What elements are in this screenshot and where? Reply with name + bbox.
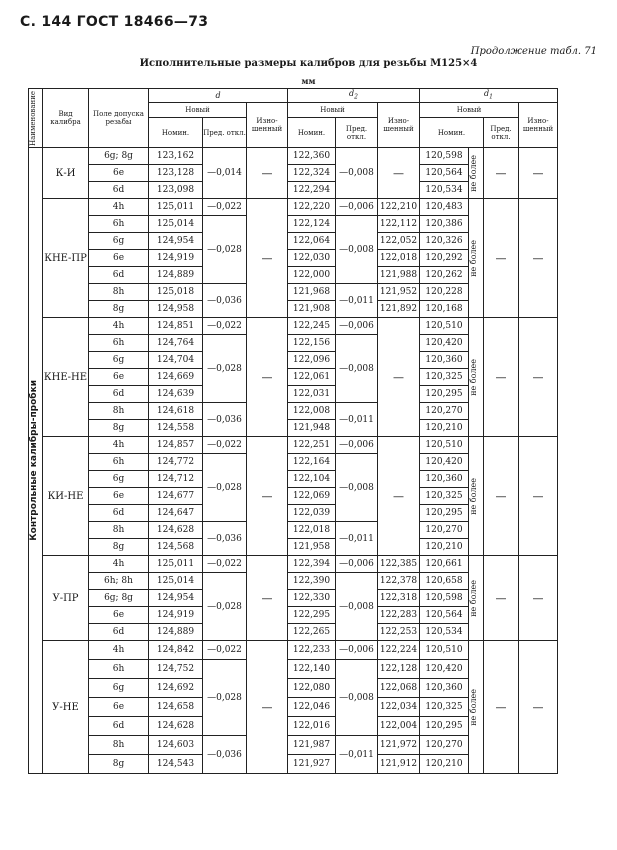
tol-cell: 6h: [89, 660, 149, 679]
header-d: d: [149, 89, 288, 103]
d-nom-cell: 124,889: [149, 624, 203, 641]
d2-dev-cell: —0,006: [336, 318, 378, 335]
d2-worn-cell: 122,385: [378, 556, 420, 573]
d2-worn-cell: 122,128: [378, 660, 420, 679]
d2-dev-cell: —0,006: [336, 641, 378, 660]
d-dev-cell: —0,022: [203, 641, 247, 660]
d-dev-cell: —0,036: [203, 403, 247, 437]
d2-dev-cell: —0,011: [336, 522, 378, 556]
d1-nom-cell: 120,534: [420, 624, 469, 641]
d1-nom-cell: 120,295: [420, 505, 469, 522]
tol-cell: 8g: [89, 755, 149, 774]
d1-nom-cell: 120,598: [420, 148, 469, 165]
d2-nom-cell: 121,908: [288, 301, 336, 318]
d-nom-cell: 124,889: [149, 267, 203, 284]
d2-worn-cell: 122,378: [378, 573, 420, 590]
header-d-dev: Пред. откл.: [203, 118, 247, 148]
d1-nom-cell: 120,295: [420, 386, 469, 403]
d-dev-cell: —0,028: [203, 454, 247, 522]
d1-nom-cell: 120,270: [420, 736, 469, 755]
ne-bolee-cell: не более: [469, 437, 484, 556]
kind-cell: КНЕ-ПР: [43, 199, 89, 318]
header-d1-nom: Номин.: [420, 118, 484, 148]
ne-bolee-cell: не более: [469, 318, 484, 437]
d2-nom-cell: 122,251: [288, 437, 336, 454]
d-nom-cell: 124,954: [149, 233, 203, 250]
d2-worn-cell: 122,224: [378, 641, 420, 660]
d1-nom-cell: 120,295: [420, 717, 469, 736]
kind-cell: У-ПР: [43, 556, 89, 641]
d2-worn-cell: 121,892: [378, 301, 420, 318]
d-nom-cell: 124,919: [149, 250, 203, 267]
d2-worn-cell: 121,972: [378, 736, 420, 755]
d1-nom-cell: 120,420: [420, 660, 469, 679]
header-d2-nom: Номин.: [288, 118, 336, 148]
d2-dev-cell: —0,008: [336, 573, 378, 641]
d2-nom-cell: 122,330: [288, 590, 336, 607]
d2-nom-cell: 121,968: [288, 284, 336, 301]
d-nom-cell: 125,011: [149, 556, 203, 573]
d1-nom-cell: 120,386: [420, 216, 469, 233]
d-nom-cell: 124,919: [149, 607, 203, 624]
tol-cell: 8h: [89, 403, 149, 420]
d1-nom-cell: 120,325: [420, 698, 469, 717]
d1-nom-cell: 120,534: [420, 182, 469, 199]
d-dev-cell: —0,036: [203, 736, 247, 774]
d1-nom-cell: 120,262: [420, 267, 469, 284]
d2-worn-cell: —: [378, 148, 420, 199]
header-d-worn: Изно-шенный: [247, 103, 288, 148]
d2-nom-cell: 122,324: [288, 165, 336, 182]
tol-cell: 6h: [89, 454, 149, 471]
header-d-nom: Номин.: [149, 118, 203, 148]
d-nom-cell: 125,011: [149, 199, 203, 216]
d-nom-cell: 124,772: [149, 454, 203, 471]
header-tolerance: Поле допуска резьбы: [89, 89, 149, 148]
d1-dev-cell: —: [484, 556, 519, 641]
d1-nom-cell: 120,210: [420, 420, 469, 437]
tol-cell: 6d: [89, 267, 149, 284]
d2-dev-cell: —0,008: [336, 660, 378, 736]
header-d2-worn: Изно-шенный: [378, 103, 420, 148]
d2-worn-cell: 122,004: [378, 717, 420, 736]
d2-nom-cell: 122,008: [288, 403, 336, 420]
d2-dev-cell: —0,006: [336, 556, 378, 573]
tol-cell: 4h: [89, 556, 149, 573]
kind-cell: К-И: [43, 148, 89, 199]
tol-cell: 8g: [89, 539, 149, 556]
d2-worn-cell: 121,912: [378, 755, 420, 774]
d2-dev-cell: —0,008: [336, 148, 378, 199]
d-nom-cell: 124,628: [149, 522, 203, 539]
d1-worn-cell: —: [519, 199, 558, 318]
tol-cell: 6e: [89, 698, 149, 717]
d2-dev-cell: —0,008: [336, 335, 378, 403]
header-name: Наименование: [29, 89, 43, 148]
d-dev-cell: —0,022: [203, 199, 247, 216]
d-worn-cell: —: [247, 437, 288, 556]
d2-worn-cell: 122,068: [378, 679, 420, 698]
tol-cell: 4h: [89, 641, 149, 660]
tol-cell: 6e: [89, 488, 149, 505]
d1-nom-cell: 120,661: [420, 556, 469, 573]
d1-nom-cell: 120,270: [420, 403, 469, 420]
d2-nom-cell: 121,927: [288, 755, 336, 774]
d2-nom-cell: 122,245: [288, 318, 336, 335]
ne-bolee-cell: не более: [469, 556, 484, 641]
d1-dev-cell: —: [484, 318, 519, 437]
d2-dev-cell: —0,006: [336, 437, 378, 454]
d2-nom-cell: 122,220: [288, 199, 336, 216]
tol-cell: 8h: [89, 522, 149, 539]
group-name-cell: Контрольные калибры-пробки: [29, 148, 43, 774]
d-nom-cell: 124,954: [149, 590, 203, 607]
d1-nom-cell: 120,210: [420, 755, 469, 774]
tol-cell: 8g: [89, 420, 149, 437]
d2-dev-cell: —0,011: [336, 284, 378, 318]
tol-cell: 6e: [89, 165, 149, 182]
tol-cell: 6g: [89, 352, 149, 369]
d2-nom-cell: 122,030: [288, 250, 336, 267]
kind-cell: КИ-НЕ: [43, 437, 89, 556]
d-nom-cell: 124,677: [149, 488, 203, 505]
d1-nom-cell: 120,510: [420, 318, 469, 335]
d-nom-cell: 123,162: [149, 148, 203, 165]
d-nom-cell: 124,764: [149, 335, 203, 352]
d1-nom-cell: 120,564: [420, 607, 469, 624]
d-nom-cell: 123,128: [149, 165, 203, 182]
tol-cell: 6h: [89, 335, 149, 352]
d2-nom-cell: 122,080: [288, 679, 336, 698]
d1-nom-cell: 120,168: [420, 301, 469, 318]
d2-worn-cell: —: [378, 318, 420, 437]
tol-cell: 6g; 8g: [89, 148, 149, 165]
d2-nom-cell: 122,016: [288, 717, 336, 736]
tol-cell: 6d: [89, 717, 149, 736]
d-nom-cell: 125,018: [149, 284, 203, 301]
d-nom-cell: 124,704: [149, 352, 203, 369]
tol-cell: 4h: [89, 318, 149, 335]
d1-nom-cell: 120,292: [420, 250, 469, 267]
tol-cell: 6d: [89, 624, 149, 641]
d2-nom-cell: 122,233: [288, 641, 336, 660]
d2-dev-cell: —0,008: [336, 454, 378, 522]
d2-nom-cell: 121,987: [288, 736, 336, 755]
d2-worn-cell: 122,018: [378, 250, 420, 267]
tol-cell: 6g: [89, 471, 149, 488]
d-nom-cell: 125,014: [149, 216, 203, 233]
d-nom-cell: 124,558: [149, 420, 203, 437]
d-dev-cell: —0,028: [203, 660, 247, 736]
d1-nom-cell: 120,510: [420, 641, 469, 660]
d2-dev-cell: —0,008: [336, 216, 378, 284]
tol-cell: 6g: [89, 679, 149, 698]
dimensions-table: [28, 88, 558, 774]
d2-worn-cell: 122,052: [378, 233, 420, 250]
d2-nom-cell: 121,958: [288, 539, 336, 556]
header-d2-dev: Пред. откл.: [336, 118, 378, 148]
d2-worn-cell: 121,952: [378, 284, 420, 301]
d2-worn-cell: —: [378, 437, 420, 556]
d-dev-cell: —0,028: [203, 335, 247, 403]
d-nom-cell: 124,669: [149, 369, 203, 386]
d2-worn-cell: 122,318: [378, 590, 420, 607]
d-nom-cell: 124,958: [149, 301, 203, 318]
tol-cell: 6d: [89, 182, 149, 199]
header-d2-new: Новый: [288, 103, 378, 118]
d2-worn-cell: 122,210: [378, 199, 420, 216]
d1-nom-cell: 120,420: [420, 335, 469, 352]
d2-worn-cell: 122,112: [378, 216, 420, 233]
d2-nom-cell: 122,039: [288, 505, 336, 522]
d1-nom-cell: 120,326: [420, 233, 469, 250]
header-d1-dev: Пред. откл.: [484, 118, 519, 148]
d2-nom-cell: 122,265: [288, 624, 336, 641]
header-d2: $d_2$: [288, 89, 420, 103]
d1-nom-cell: 120,420: [420, 454, 469, 471]
d-nom-cell: 124,712: [149, 471, 203, 488]
d2-nom-cell: 122,031: [288, 386, 336, 403]
d1-worn-cell: —: [519, 318, 558, 437]
d1-nom-cell: 120,228: [420, 284, 469, 301]
d2-nom-cell: 122,046: [288, 698, 336, 717]
tol-cell: 8h: [89, 736, 149, 755]
d-nom-cell: 123,098: [149, 182, 203, 199]
tol-cell: 6g; 8g: [89, 590, 149, 607]
d-worn-cell: —: [247, 318, 288, 437]
tol-cell: 6e: [89, 369, 149, 386]
d-nom-cell: 124,842: [149, 641, 203, 660]
d1-nom-cell: 120,564: [420, 165, 469, 182]
d-nom-cell: 124,639: [149, 386, 203, 403]
tol-cell: 6h; 8h: [89, 573, 149, 590]
d2-nom-cell: 122,394: [288, 556, 336, 573]
header-d-new: Новый: [149, 103, 247, 118]
d2-nom-cell: 122,390: [288, 573, 336, 590]
d2-nom-cell: 122,064: [288, 233, 336, 250]
ne-bolee-cell: не более: [469, 641, 484, 774]
d1-nom-cell: 120,510: [420, 437, 469, 454]
d2-nom-cell: 122,104: [288, 471, 336, 488]
d-nom-cell: 125,014: [149, 573, 203, 590]
d-dev-cell: —0,036: [203, 522, 247, 556]
d1-dev-cell: —: [484, 199, 519, 318]
d2-nom-cell: 122,124: [288, 216, 336, 233]
d1-nom-cell: 120,360: [420, 352, 469, 369]
d1-nom-cell: 120,483: [420, 199, 469, 216]
d1-dev-cell: —: [484, 641, 519, 774]
d-nom-cell: 124,618: [149, 403, 203, 420]
d1-dev-cell: —: [484, 148, 519, 199]
tol-cell: 6d: [89, 505, 149, 522]
d-nom-cell: 124,658: [149, 698, 203, 717]
d1-nom-cell: 120,598: [420, 590, 469, 607]
d-dev-cell: —0,014: [203, 148, 247, 199]
d2-nom-cell: 122,096: [288, 352, 336, 369]
tol-cell: 4h: [89, 437, 149, 454]
d-nom-cell: 124,568: [149, 539, 203, 556]
d-nom-cell: 124,543: [149, 755, 203, 774]
d1-worn-cell: —: [519, 556, 558, 641]
d1-nom-cell: 120,658: [420, 573, 469, 590]
d1-nom-cell: 120,325: [420, 369, 469, 386]
tol-cell: 6d: [89, 386, 149, 403]
d2-nom-cell: 122,156: [288, 335, 336, 352]
ne-bolee-cell: не более: [469, 199, 484, 318]
kind-cell: У-НЕ: [43, 641, 89, 774]
d-dev-cell: —0,028: [203, 216, 247, 284]
kind-cell: КНЕ-НЕ: [43, 318, 89, 437]
d2-worn-cell: 122,253: [378, 624, 420, 641]
d1-worn-cell: —: [519, 641, 558, 774]
header-kind: Вид калибра: [43, 89, 89, 148]
d2-dev-cell: —0,011: [336, 736, 378, 774]
d2-worn-cell: 121,988: [378, 267, 420, 284]
header-d1: $d_1$: [420, 89, 558, 103]
d2-nom-cell: 122,069: [288, 488, 336, 505]
d2-nom-cell: 122,140: [288, 660, 336, 679]
d1-nom-cell: 120,270: [420, 522, 469, 539]
d-worn-cell: —: [247, 199, 288, 318]
d1-nom-cell: 120,210: [420, 539, 469, 556]
d-nom-cell: 124,628: [149, 717, 203, 736]
d2-nom-cell: 122,018: [288, 522, 336, 539]
d1-worn-cell: —: [519, 148, 558, 199]
d-worn-cell: —: [247, 148, 288, 199]
d2-nom-cell: 122,360: [288, 148, 336, 165]
d1-nom-cell: 120,325: [420, 488, 469, 505]
d-nom-cell: 124,603: [149, 736, 203, 755]
d2-nom-cell: 121,948: [288, 420, 336, 437]
d1-nom-cell: 120,360: [420, 679, 469, 698]
d-worn-cell: —: [247, 556, 288, 641]
d-dev-cell: —0,022: [203, 556, 247, 573]
d2-nom-cell: 122,000: [288, 267, 336, 284]
d2-nom-cell: 122,294: [288, 182, 336, 199]
d-nom-cell: 124,647: [149, 505, 203, 522]
d2-worn-cell: 122,034: [378, 698, 420, 717]
table-title: Исполнительные размеры калибров для резьбы М125×4: [139, 58, 478, 69]
d-dev-cell: —0,036: [203, 284, 247, 318]
tol-cell: 6e: [89, 250, 149, 267]
d1-dev-cell: —: [484, 437, 519, 556]
header-d1-worn: Изно-шенный: [519, 103, 558, 148]
unit-label: мм: [301, 76, 316, 86]
d-dev-cell: —0,028: [203, 573, 247, 641]
tol-cell: 8h: [89, 284, 149, 301]
d-nom-cell: 124,857: [149, 437, 203, 454]
continuation-note: Продолжение табл. 71: [470, 46, 597, 57]
d2-nom-cell: 122,061: [288, 369, 336, 386]
d2-nom-cell: 122,164: [288, 454, 336, 471]
d2-worn-cell: 122,283: [378, 607, 420, 624]
d-dev-cell: —0,022: [203, 318, 247, 335]
ne-bolee-cell: не более: [469, 148, 484, 199]
d2-dev-cell: —0,006: [336, 199, 378, 216]
page-header: С. 144 ГОСТ 18466—73: [20, 14, 209, 30]
header-d1-new: Новый: [420, 103, 519, 118]
d-nom-cell: 124,851: [149, 318, 203, 335]
d-nom-cell: 124,752: [149, 660, 203, 679]
d2-dev-cell: —0,011: [336, 403, 378, 437]
d1-nom-cell: 120,360: [420, 471, 469, 488]
tol-cell: 4h: [89, 199, 149, 216]
d-nom-cell: 124,692: [149, 679, 203, 698]
tol-cell: 6h: [89, 216, 149, 233]
d-worn-cell: —: [247, 641, 288, 774]
d1-worn-cell: —: [519, 437, 558, 556]
d-dev-cell: —0,022: [203, 437, 247, 454]
tol-cell: 8g: [89, 301, 149, 318]
tol-cell: 6g: [89, 233, 149, 250]
tol-cell: 6e: [89, 607, 149, 624]
d2-nom-cell: 122,295: [288, 607, 336, 624]
